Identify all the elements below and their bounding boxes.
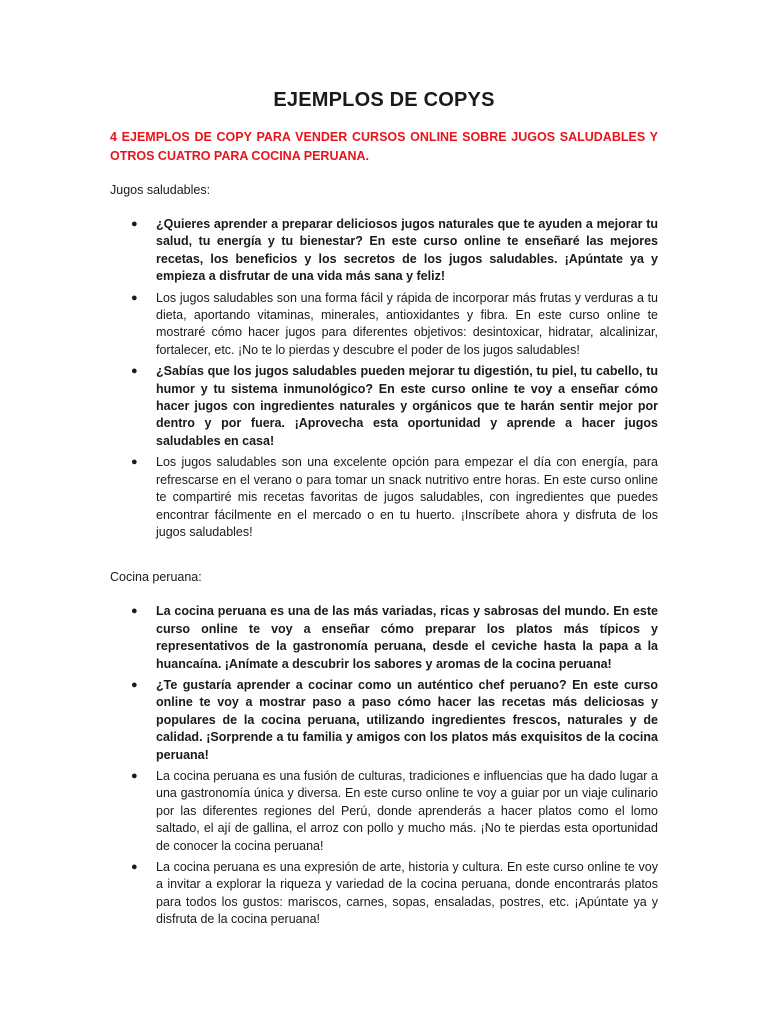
page-title: EJEMPLOS DE COPYS [273, 89, 495, 111]
bullet-dot-icon: ● [131, 769, 138, 782]
list-item [110, 859, 658, 929]
list-item-text: ¿Sabías que los jugos saludables pueden mejorar tu digestión, tu piel, tu cabello, tu humor y tu sistema inmunológico? En este curso online te voy a enseñar cómo hacer jugos con ingredientes naturales y orgánicos que te harán sentir mejor por dentro y por fuera. ¡Aprovecha esta oportunidad y aprende a hacer jugos saludables en casa! [156, 364, 658, 448]
list-item-text: Los jugos saludables son una forma fácil y rápida de incorporar más frutas y verduras a tu dieta, aportando vitaminas, minerales, antioxidantes y fibra. En este curso online te mostraré cómo hacer jugos para diferentes objetivos: desintoxicar, hidratar, alcalinizar, fortalecer, etc. ¡No te lo pierdas y descubre el poder de los jugos saludables! [156, 290, 658, 357]
bullet-dot-icon: ● [131, 291, 138, 304]
list-item-text: La cocina peruana es una de las más variadas, ricas y sabrosas del mundo. En este curso online te voy a enseñar cómo preparar los platos más típicos y representativos de la gastronomía peruana, desde el ceviche hasta la papa a la huancaína. ¡Anímate a descubrir los sabores y aromas de la cocina peruana! [156, 604, 658, 671]
bullet-dot-icon: ● [131, 218, 138, 230]
section-jugos [110, 181, 658, 541]
bullet-list-cocina [110, 603, 658, 928]
bullet-dot-icon: ● [131, 605, 138, 618]
list-item-text: La cocina peruana es una expresión de arte, historia y cultura. En este curso online te voy a invitar a explorar la riqueza y variedad de la cocina peruana, donde encontrarás platos para todos los gustos: mariscos, carnes, sopas, ensaladas, postres, etc. ¡Apúntate ya y disfruta de la cocina peruana! [156, 860, 658, 927]
bullet-list-jugos [110, 216, 658, 541]
bullet-dot-icon: ● [131, 456, 138, 469]
bullet-dot-icon: ● [131, 861, 138, 873]
bullet-dot-icon: ● [131, 365, 138, 378]
list-item [110, 290, 658, 360]
list-item [110, 677, 658, 764]
bullet-dot-icon: ● [131, 678, 138, 691]
section-label-jugos: Jugos saludables: [110, 183, 211, 197]
list-item-text: ¿Te gustaría aprender a cocinar como un auténtico chef peruano? En este curso online te voy a mostrar paso a paso cómo hacer las recetas más deliciosas y populares de la cocina peruana, utilizando ingredientes frescos, naturales y de calidad. ¡Sorprende a tu familia y amigos con los platos más exquisitos de la cocina peruana! [156, 677, 658, 762]
list-item-text: Los jugos saludables son una excelente opción para empezar el día con energía, para refrescarse en el verano o para tomar un snack nutritivo entre horas. En este curso online te compartiré mis recetas favoritas de jugos saludables, con ingredientes que puedes encontrar fácilmente en el mercado o en tu huerto. ¡Inscríbete ahora y disfruta de los jugos saludables! [156, 455, 658, 539]
list-item-text: ¿Quieres aprender a preparar deliciosos jugos naturales que te ayuden a mejorar tu salud, tu energía y tu bienestar? En este curso online te enseñaré las mejores recetas, los beneficios y los secretos de los jugos saludables. ¡Apúntate ya y empieza a disfrutar de una vida más sana y feliz! [156, 217, 658, 284]
list-item-text: La cocina peruana es una fusión de culturas, tradiciones e influencias que ha dado lugar a una gastronomía única y diversa. En este curso online te voy a guiar por un viaje culinario por las diferentes regiones del Perú, donde aprenderás a hacer platos como el lomo saltado, el ají de gallina, el arroz con pollo y mucho más. ¡No te pierdas esta oportunidad de conocer la cocina peruana! [156, 768, 658, 853]
section-label-cocina: Cocina peruana: [110, 570, 202, 585]
list-item [110, 454, 658, 541]
document-subtitle: 4 EJEMPLOS DE COPY PARA VENDER CURSOS ONLINE SOBRE JUGOS SALUDABLES Y OTROS CUATRO PARA COCINA PERUANA. [110, 130, 658, 163]
list-item [110, 216, 658, 286]
section-cocina [110, 568, 658, 928]
list-item [110, 768, 658, 855]
list-item [110, 363, 658, 450]
list-item [110, 603, 658, 673]
document-page [110, 86, 658, 956]
